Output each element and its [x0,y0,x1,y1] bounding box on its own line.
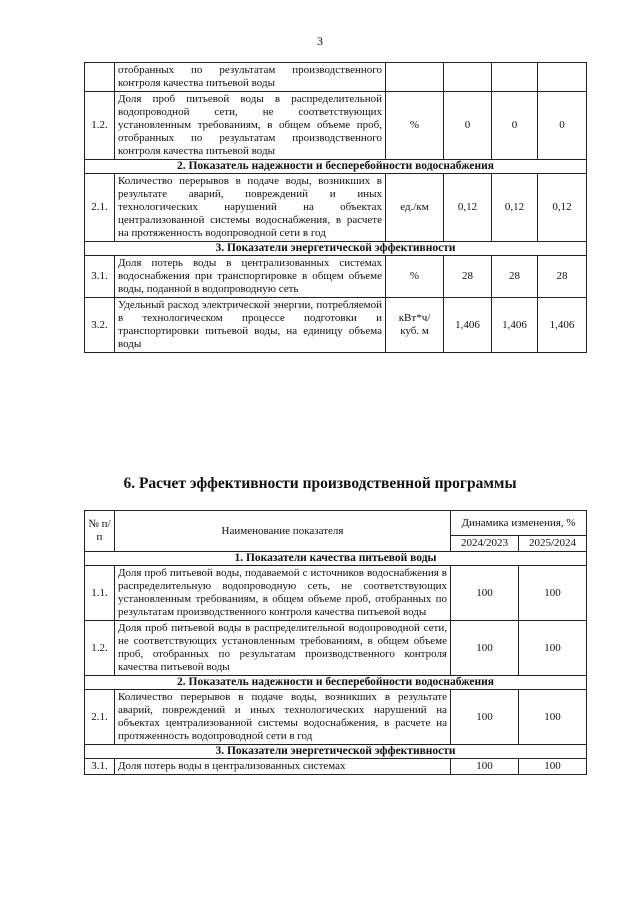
page-number: 3 [317,34,323,48]
value-cell: 100 [519,621,587,676]
unit-cell [386,63,444,92]
table-row [85,63,587,92]
value-cell: 100 [519,759,587,775]
value-cell: 100 [451,621,519,676]
value-cell: 0,12 [538,174,587,242]
value-cell [538,63,587,92]
table-row [85,174,587,242]
indicators-table [84,62,587,353]
unit-cell: кВт*ч/ куб. м [386,298,444,353]
value-cell: 1,406 [444,298,492,353]
value-cell: 0 [492,92,538,160]
indicator-name: Количество перерывов в подаче воды, возникших в результате аварий, повреждений и иных технологических нарушений на объектах централизованной системы водоснабжения, в расчете на протяженность водопроводной сети в год [115,690,451,745]
value-cell: 100 [519,690,587,745]
efficiency-table [84,510,587,775]
row-number [85,63,115,92]
section-title: 1. Показатели качества питьевой воды [85,552,587,566]
row-number: 2.1. [85,690,115,745]
value-cell [444,63,492,92]
value-cell: 100 [451,566,519,621]
unit-cell: % [386,256,444,298]
row-number: 3.2. [85,298,115,353]
table-row [85,298,587,353]
section-heading: 6. Расчет эффективности производственной программы [123,475,517,492]
header-name: Наименование показателя [115,511,451,552]
header-period-1: 2024/2023 [451,536,519,552]
header-dynamics: Динамика изменения, % [451,511,587,536]
value-cell: 1,406 [492,298,538,353]
table-row [85,621,587,676]
value-cell: 0,12 [492,174,538,242]
row-number: 3.1. [85,759,115,775]
section-title: 2. Показатель надежности и бесперебойности водоснабжения [85,676,587,690]
indicator-name: Удельный расход электрической энергии, потребляемой в технологическом процессе подготовки и транспортировки питьевой воды, на единицу объема воды [115,298,386,353]
value-cell: 100 [451,759,519,775]
section-title: 2. Показатель надежности и бесперебойности водоснабжения [85,160,587,174]
row-number: 1.2. [85,92,115,160]
table-row [85,256,587,298]
indicator-name: Доля проб питьевой воды в распределительной водопроводной сети, не соответствующих установленным требованиям, в общем объеме проб, отобранных по результатам производственного контроля качества питьевой воды [115,92,386,160]
section-row [85,745,587,759]
table-row [85,92,587,160]
unit-cell: ед./км [386,174,444,242]
value-cell: 100 [519,566,587,621]
indicator-name: Доля потерь воды в централизованных системах водоснабжения при транспортировке в общем объеме воды, поданной в водопроводную сеть [115,256,386,298]
value-cell: 0 [444,92,492,160]
indicator-name: отобранных по результатам производственного контроля качества питьевой воды [115,63,386,92]
value-cell: 28 [538,256,587,298]
unit-cell: % [386,92,444,160]
value-cell: 1,406 [538,298,587,353]
row-number: 2.1. [85,174,115,242]
indicator-name: Количество перерывов в подаче воды, возникших в результате аварий, повреждений и иных технологических нарушений на объектах централизованной системы водоснабжения, в расчете на протяженность водопроводной сети в год [115,174,386,242]
row-number: 1.1. [85,566,115,621]
section-title: 3. Показатели энергетической эффективности [85,745,587,759]
table-row [85,690,587,745]
section-row [85,552,587,566]
section-title: 3. Показатели энергетической эффективности [85,242,587,256]
value-cell: 0,12 [444,174,492,242]
value-cell: 28 [444,256,492,298]
row-number: 3.1. [85,256,115,298]
value-cell [492,63,538,92]
value-cell: 100 [451,690,519,745]
row-number: 1.2. [85,621,115,676]
section-row [85,242,587,256]
header-num: № п/п [85,511,115,552]
indicator-name: Доля проб питьевой воды, подаваемой с источников водоснабжения в распределительную водопроводную сеть, не соответствующих установленным требованиям, в общем объеме проб, отобранных по результатам производственного контроля качества питьевой воды [115,566,451,621]
value-cell: 28 [492,256,538,298]
table-row [85,566,587,621]
indicator-name: Доля проб питьевой воды в распределительной водопроводной сети, не соответствующих установленным требованиям, в общем объеме проб, отобранных по результатам производственного контроля качества питьевой воды [115,621,451,676]
section-row [85,160,587,174]
indicator-name: Доля потерь воды в централизованных системах [115,759,451,775]
table-row [85,759,587,775]
header-period-2: 2025/2024 [519,536,587,552]
section-row [85,676,587,690]
value-cell: 0 [538,92,587,160]
